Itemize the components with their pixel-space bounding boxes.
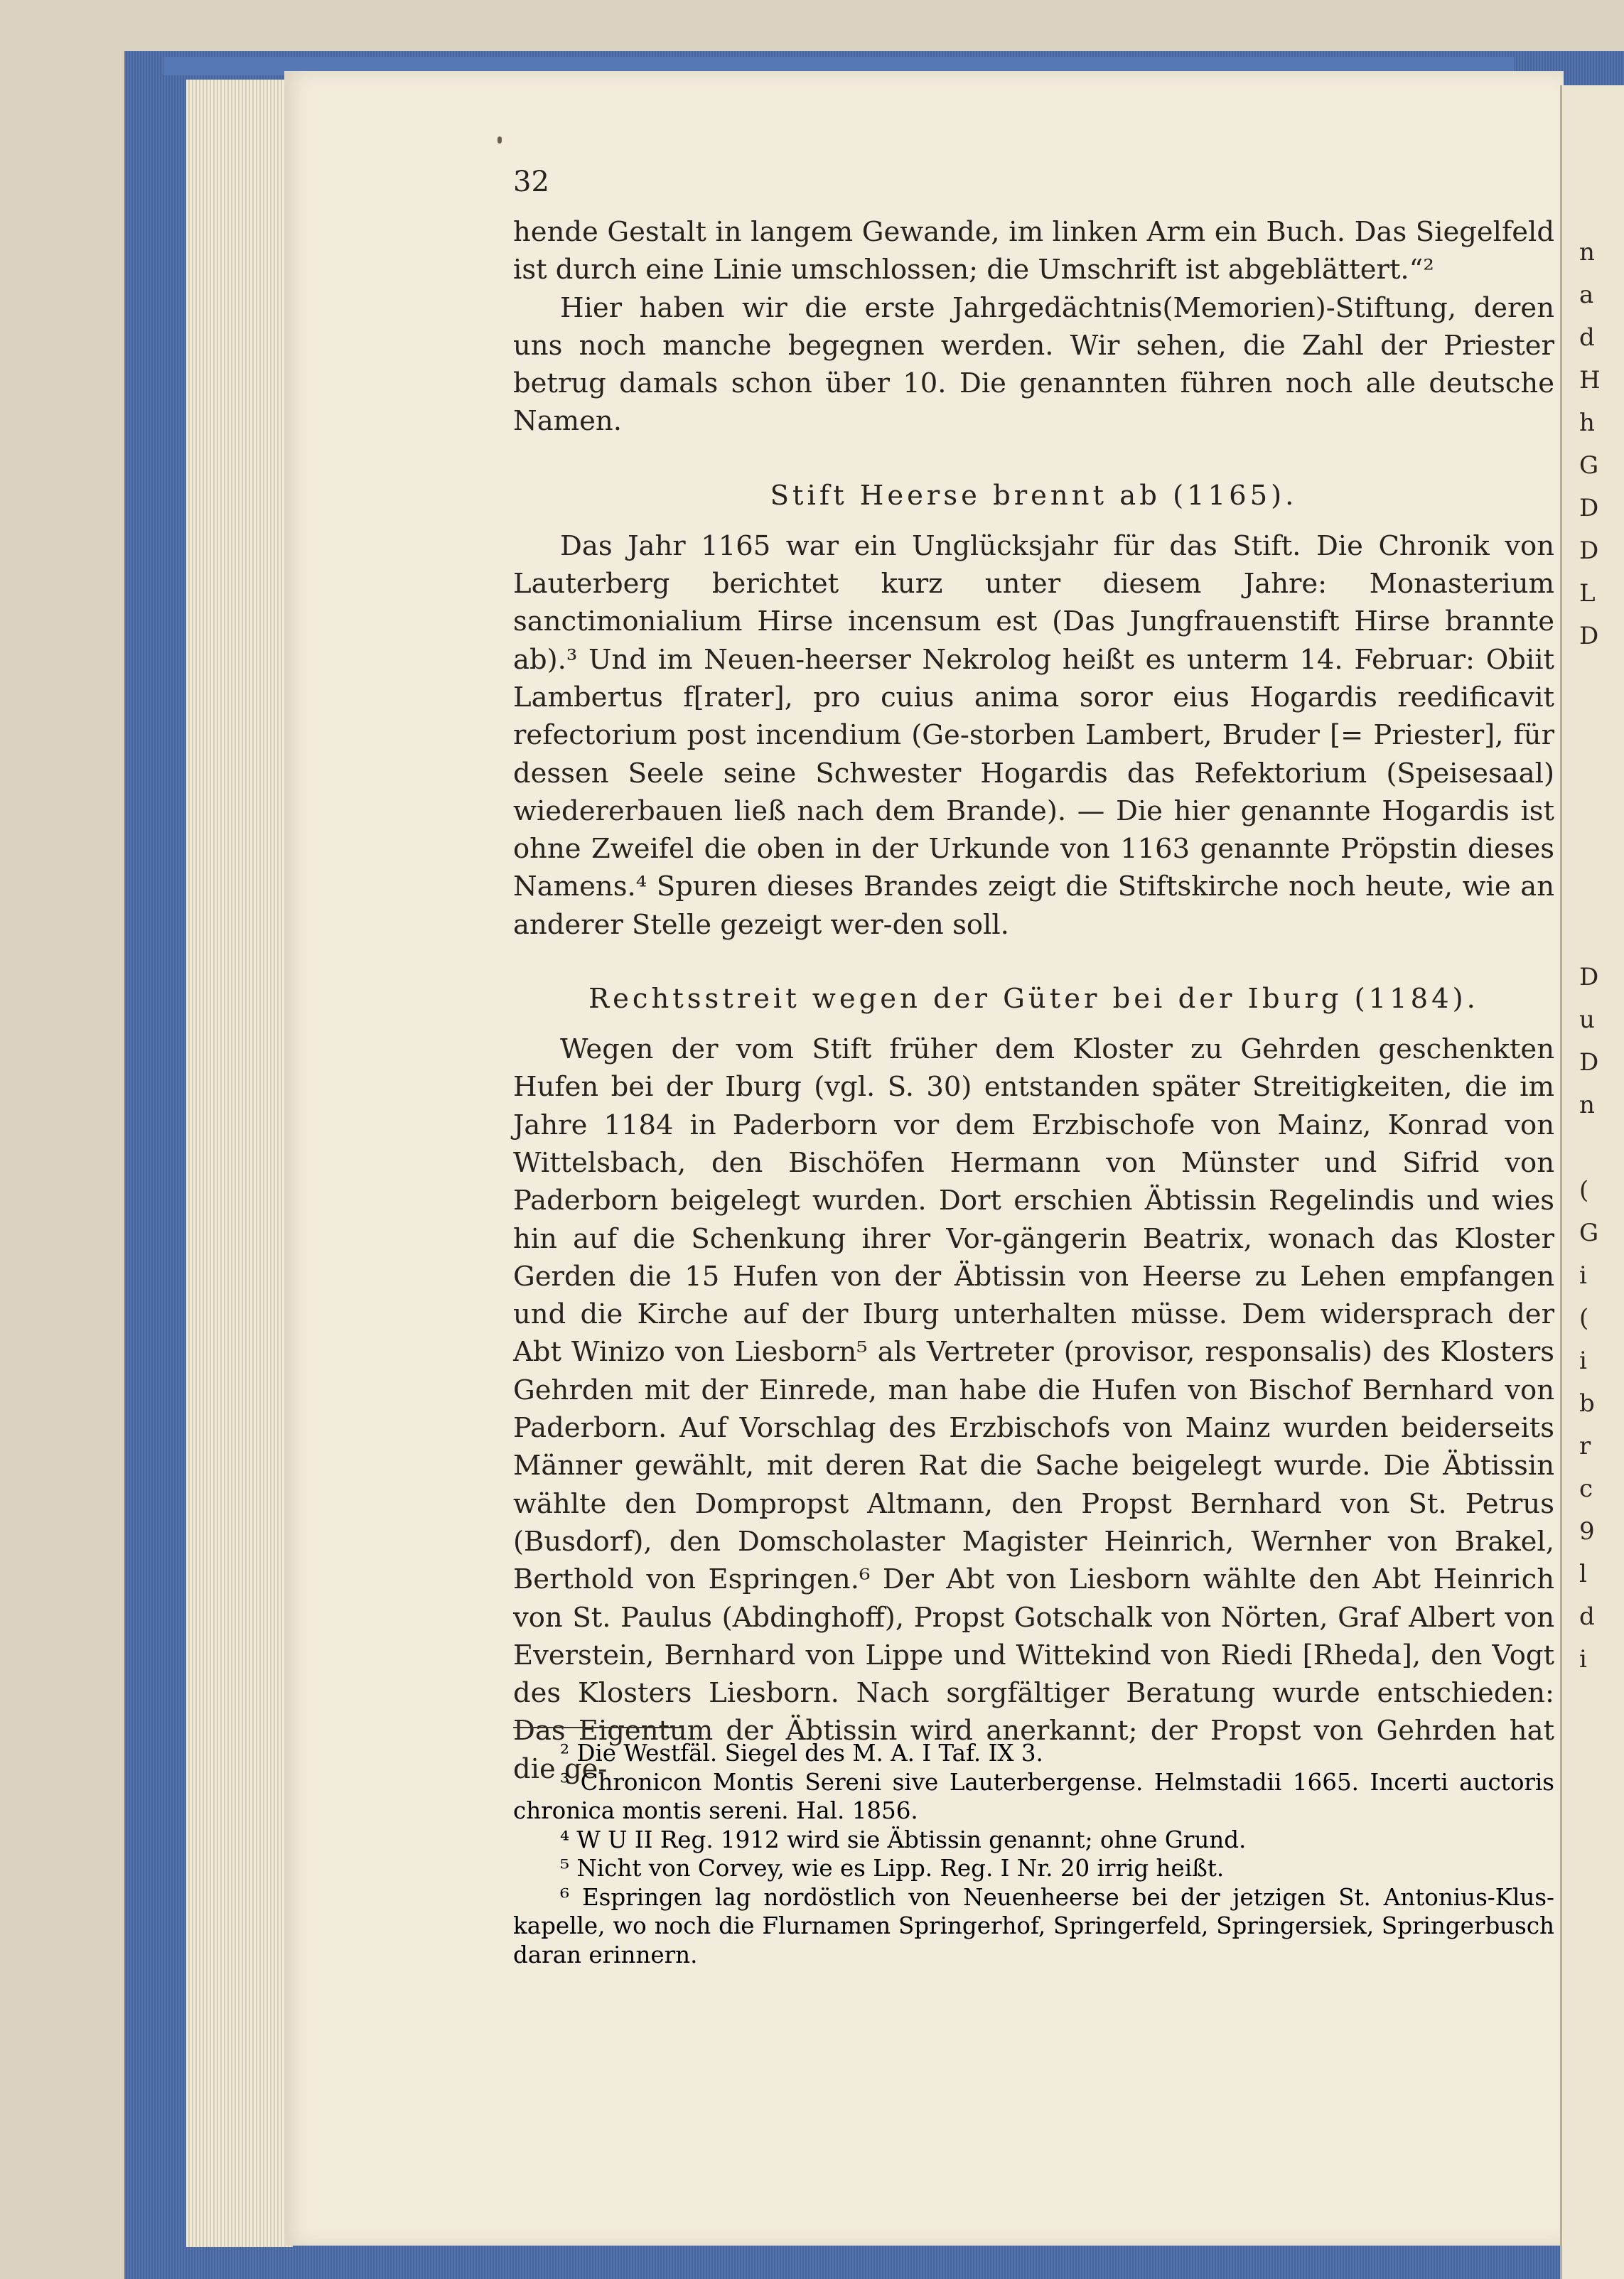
next-page-fragment: h (1579, 409, 1595, 437)
next-page-fragment: H (1579, 366, 1601, 394)
next-page-fragment: i (1579, 1261, 1587, 1290)
next-page-strip (1560, 85, 1624, 2279)
footnote-4: ⁴ W U II Reg. 1912 wird sie Äbtissin genannt; ohne Grund. (560, 1826, 1247, 1853)
page-edges (186, 80, 293, 2247)
next-page-fragment: n (1579, 238, 1595, 266)
footnote-3: ³ Chronicon Montis Sereni sive Lauterbergense. Helmstadii 1665. Incerti auctoris chronica montis sereni. Hal. 1856. (513, 1768, 1554, 1824)
next-page-fragment (1562, 835, 1624, 878)
paragraph-continued: hende Gestalt in langem Gewande, im linken Arm ein Buch. Das Siegelfeld ist durch eine Linie umschlossen; die Umschrift ist abgeblättert.“² (513, 216, 1554, 286)
next-page-fragment: D (1579, 1048, 1599, 1077)
next-page-fragment (1562, 707, 1624, 750)
next-page-fragment (1562, 664, 1624, 707)
next-page-fragment: D (1579, 537, 1599, 565)
section-heading-lawsuit: Rechtsstreit wegen der Güter bei der Iburg (1184). (588, 983, 1479, 1015)
next-page-fragment (1562, 878, 1624, 920)
next-page-fragment: G (1579, 451, 1599, 480)
next-page-fragment: r (1579, 1432, 1591, 1460)
next-page-fragment: u (1579, 1006, 1595, 1034)
next-page-fragment: i (1579, 1347, 1587, 1375)
footnote-rule (513, 1727, 684, 1728)
next-page-fragment: ( (1579, 1304, 1589, 1332)
next-page-fragment: b (1579, 1389, 1595, 1418)
next-page-fragment: D (1579, 494, 1599, 522)
next-page-fragment: D (1579, 622, 1599, 650)
next-page-fragment: 9 (1579, 1517, 1595, 1546)
next-page-fragment (1562, 1133, 1624, 1176)
next-page-fragment: ( (1579, 1176, 1589, 1205)
section-heading-fire: Stift Heerse brennt ab (1165). (770, 479, 1298, 512)
next-page-fragment: d (1579, 1602, 1595, 1631)
paragraph-fire: Das Jahr 1165 war ein Unglücksjahr für das Stift. Die Chronik von Lauterberg berichtet kurz unter diesem Jahre: Monasterium sanctimonialium Hirse incensum est (Das Jungfrauenstift Hirse brannte ab).³ Und im Neuen-heerser Nekrolog heißt es unterm 14. Februar: Obiit Lambertus f[rater], pro cuius anima soror eius Hogardis reedificavit refectorium post incendium (Ge-storben Lambert, Bruder [= Priester], für dessen Seele seine Schwester Hogardis das Refektorium (Speisesaal) wiedererbauen ließ nach dem Brande). — Die hier genannte Hogardis ist ohne Zweifel die oben in der Urkunde von 1163 genannte Pröpstin dieses Namens.⁴ Spuren dieses Brandes zeigt die Stiftskirche noch heute, wie an anderer Stelle gezeigt wer-den soll. (513, 529, 1554, 941)
paragraph-memorien: Hier haben wir die erste Jahrgedächtnis(Memorien)-Stiftung, deren uns noch manche begegnen werden. Wir sehen, die Zahl der Priester betrug damals schon über 10. Die genannten führen noch alle deutsche Namen. (513, 291, 1554, 438)
next-page-fragment: a (1579, 281, 1594, 309)
page-body (513, 213, 1554, 1788)
footnote-5: ⁵ Nicht von Corvey, wie es Lipp. Reg. I Nr. 20 irrig heißt. (560, 1855, 1225, 1882)
footnote-6: ⁶ Espringen lag nordöstlich von Neuenheerse bei der jetzigen St. Antonius-Klus-kapelle, wo noch die Flurnamen Springerhof, Springerfeld, Springersiek, Springerbusch daran erinnern. (513, 1883, 1554, 1968)
next-page-fragment (1562, 750, 1624, 792)
next-page-fragment: G (1579, 1219, 1599, 1247)
next-page-fragment: i (1579, 1645, 1587, 1674)
next-page-fragment: l (1579, 1560, 1587, 1588)
next-page-fragment (1562, 920, 1624, 963)
next-page-fragment: D (1579, 963, 1599, 991)
next-page-fragment: L (1579, 579, 1596, 608)
paragraph-lawsuit: Wegen der vom Stift früher dem Kloster zu Gehrden geschenkten Hufen bei der Iburg (vgl. S. 30) entstanden später Streitigkeiten, die im Jahre 1184 in Paderborn vor dem Erzbischofe von Mainz, Konrad von Wittelsbach, den Bischöfen Hermann von Münster und Sifrid von Paderborn beigelegt wurden. Dort erschien Äbtissin Regelindis und wies hin auf die Schenkung ihrer Vor-gängerin Beatrix, wonach das Kloster Gerden die 15 Hufen von der Äbtissin von Heerse zu Lehen empfangen und die Kirche auf der Iburg unterhalten müsse. Dem widersprach der Abt Winizo von Liesborn⁵ als Vertreter (provisor, responsalis) des Klosters Gehrden mit der Einrede, man habe die Hufen von Bischof Bernhard von Paderborn. Auf Vorschlag des Erzbischofs von Mainz wurden beiderseits Männer gewählt, mit deren Rat die Sache beigelegt wurde. Die Äbtissin wählte den Dompropst Altmann, den Propst Bernhard von St. Petrus (Busdorf), den Domscholaster Magister Heinrich, Wernher von Brakel, Berthold von Espringen.⁶ Der Abt von Liesborn wählte den Abt Heinrich von St. Paulus (Abdinghoff), Propst Gotschalk von Nörten, Graf Albert von Everstein, Bernhard von Lippe und Wittekind von Riedi [Rheda], den Vogt des Klosters Liesborn. Nach sorgfältiger Beratung wurde entschieden: Das Eigentum der Äbtissin wird anerkannt; der Propst von Gehrden hat die ge- (513, 1033, 1554, 1785)
next-page-fragment (1562, 792, 1624, 835)
next-page-fragment: n (1579, 1091, 1595, 1119)
footnotes (513, 1727, 1554, 1969)
next-page-fragment: c (1579, 1475, 1593, 1503)
next-page-fragment: d (1579, 323, 1595, 352)
page-number: 32 (513, 166, 549, 198)
footnote-2: ² Die Westfäl. Siegel des M. A. I Taf. IX 3. (560, 1740, 1043, 1767)
paper-spot (498, 136, 502, 144)
